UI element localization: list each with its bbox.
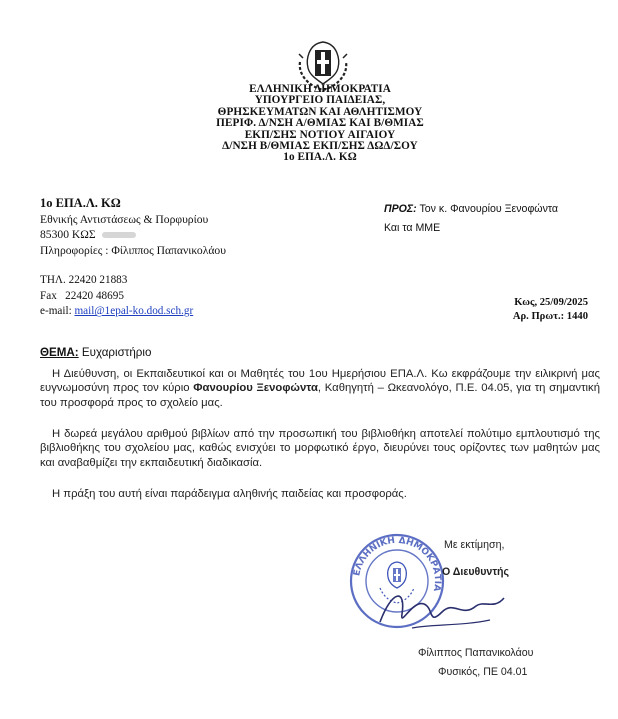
school-info-contact: Πληροφορίες : Φίλιππος Παπανικολάου <box>40 243 226 257</box>
recipient-block <box>384 200 558 238</box>
header-line: 1ο ΕΠΑ.Λ. ΚΩ <box>283 151 357 164</box>
body-paragraph-2: Η δωρεά μεγάλου αριθμού βιβλίων από την προσωπική του βιβλιοθήκη αποτελεί πολύτιμο εμπλουτισμό της βιβλιοθήκης του σχολείου μας, καθώς ενισχύει το μορφωτικό έργο, διευρύνει τους ορίζοντες των μαθητών μας και αναβαθμίζει την εκπαιδευτική διαδικασία. <box>40 428 600 469</box>
letterhead <box>150 84 490 164</box>
school-address: Εθνικής Αντιστάσεως & Πορφυρίου <box>40 212 209 226</box>
date: Κως, 25/09/2025 <box>514 297 588 308</box>
recipient-label: ΠΡΟΣ: <box>384 203 417 215</box>
header-line: ΠΕΡΙΦ. Δ/ΝΣΗ Α/ΘΜΙΑΣ ΚΑΙ Β/ΘΜΙΑΣ <box>216 117 424 130</box>
recipient-name: Τον κ. Φανουρίου Ξενοφώντα <box>416 203 559 215</box>
phone: ΤΗΛ. 22420 21883 <box>40 274 128 286</box>
subject-label: ΘΕΜΑ: <box>40 346 79 359</box>
body-paragraph-1 <box>40 367 600 410</box>
p1-recipient-name: Φανουρίου Ξενοφώντα <box>193 382 318 395</box>
header-line: ΕΛΛΗΝΙΚΗ ΔΗΜΟΚΡΑΤΙΑ <box>249 83 391 95</box>
school-info <box>40 196 226 258</box>
signatory-title: Φυσικός, ΠΕ 04.01 <box>438 666 528 678</box>
redacted-mark <box>102 232 136 238</box>
handwritten-signature-icon <box>372 570 512 640</box>
recipient-row <box>384 200 558 219</box>
header-line: ΥΠΟΥΡΓΕΙΟ ΠΑΙΔΕΙΑΣ, <box>254 94 386 107</box>
header-line: Δ/ΝΣΗ Β/ΘΜΙΑΣ ΕΚΠ/ΣΗΣ ΔΩΔ/ΣΟΥ <box>222 140 418 153</box>
subject-line <box>40 346 151 359</box>
stamp-text: ΕΛΛΗΝΙΚΗ ΔΗΜΟΚΡΑΤΙΑ <box>352 535 443 593</box>
p1-text: Η Διεύθυνση, οι Εκπαιδευτικοί και οι Μαθητές του 1ου Ημερήσιου ΕΠΑ.Λ. Κω εκφράζουμε την ειλικρινή μας ευγνωμοσύνη προς τον κύριο <box>40 368 600 395</box>
p1-text-end: , Καθηγητή – Ωκεανολόγο, Π.Ε. 04.05, για τη σημαντική του προσφορά προς το σχολείο μας. <box>40 382 600 409</box>
body-paragraph-3: Η πράξη του αυτή είναι παράδειγμα αληθινής παιδείας και προσφοράς. <box>52 488 407 500</box>
signatory-role: Ο Διευθυντής <box>442 566 510 578</box>
protocol-number: Αρ. Πρωτ.: 1440 <box>512 311 588 323</box>
recipient-cc: Και τα ΜΜΕ <box>384 222 441 234</box>
subject-text: Ευχαριστήριο <box>78 346 152 359</box>
closing: Με εκτίμηση, <box>444 539 505 551</box>
school-name: 1ο ΕΠΑ.Λ. ΚΩ <box>40 196 121 210</box>
fax: Fax 22420 48695 <box>40 289 124 302</box>
school-postcode <box>40 227 226 243</box>
postcode-text: 85300 ΚΩΣ <box>40 228 96 241</box>
email-link[interactable]: mail@1epal-ko.dod.sch.gr <box>74 305 194 318</box>
header-line: ΘΡΗΣΚΕΥΜΑΤΩΝ ΚΑΙ ΑΘΛΗΤΙΣΜΟΥ <box>217 105 423 118</box>
header-line: ΕΚΠ/ΣΗΣ ΝΟΤΙΟΥ ΑΙΓΑΙΟΥ <box>244 128 396 141</box>
email-row <box>40 304 193 320</box>
date-protocol <box>513 296 588 324</box>
contact-block <box>40 273 193 320</box>
email-label: e-mail: <box>40 305 75 318</box>
signatory-name: Φίλιππος Παπανικολάου <box>418 647 534 659</box>
